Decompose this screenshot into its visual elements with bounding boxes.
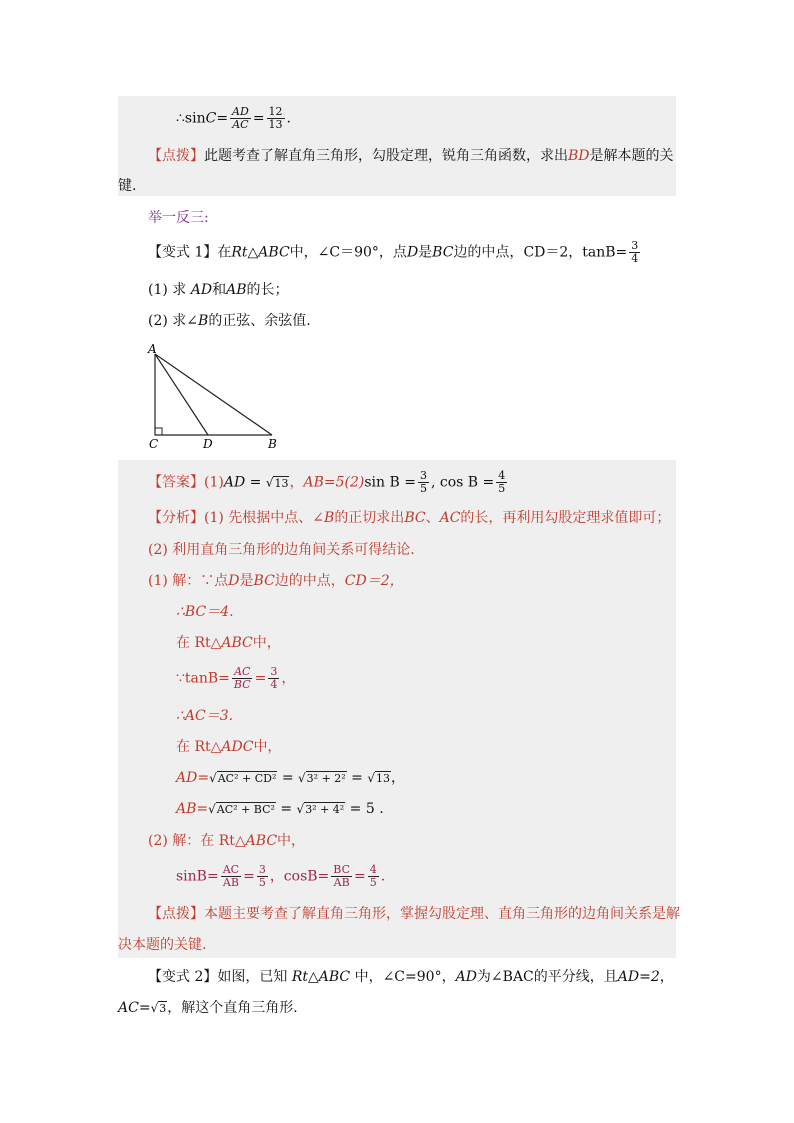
solution-line-1: (1) 解：∵点D是BC边的中点，CD＝2， [148,573,404,589]
fraction-ac-bc: $\frac{AC}{BC}$ [233,665,251,691]
solution-line-3: 在 Rt△ABC中， [176,635,281,651]
label-c: C [149,437,159,450]
solution-line-2: ∴BC＝4. [176,604,234,620]
tip-tag: 【点拨】 [148,148,204,164]
label-b: B [268,437,277,450]
tip-2-line-2: 决本题的关键. [118,937,207,953]
tip-1-line-2: 键. [118,178,137,194]
fraction-3-5-b: $\frac{3}{5}$ [258,863,266,889]
variant-1-question-1: (1) 求 AD和AB的长； [148,282,289,298]
solution-line-6: 在 Rt△ADC中， [176,739,282,755]
fraction-4-5-b: $\frac{4}{5}$ [369,863,377,889]
segment-ad [155,354,208,435]
side-ab [155,354,272,435]
variant-2-line-2: AC=√3，解这个直角三角形. [118,1000,298,1016]
label-a: A [148,342,157,356]
tip-2-line-1: 【点拨】本题主要考查了解直角三角形，掌握勾股定理、直角三角形的边角间关系是解 [148,906,680,922]
variant-1-question-2: (2) 求∠B的正弦、余弦值. [148,313,311,329]
solution-line-8: AB=√AC² + BC² = √3² + 4² = 5 . [176,801,384,817]
top-formula: ∴sinC= $\frac{AD}{AC}$ = $\frac{12}{13}$ . [176,105,291,131]
variant-2-line-1: 【变式 2】如图，已知 Rt△ABC 中，∠C=90°，AD为∠BAC的平分线，且AD=2， [148,969,674,985]
label-d: D [203,437,213,450]
fraction-ad-ac: $\frac{AD}{AC}$ [232,105,249,131]
fraction-ac-ab: $\frac{AC}{AB}$ [222,863,240,889]
variant-1-stem: 【变式 1】在Rt△ABC中，∠C＝90°，点D是BC边的中点，CD＝2，tanB= $\frac{3}{4}$ [148,239,639,265]
solution-line-4: ∵tanB= $\frac{AC}{BC}$ = $\frac{3}{4}$ ， [176,665,296,691]
fraction-bc-ab: $\frac{BC}{AB}$ [333,863,351,889]
tip-1-line-1: 【点拨】此题考查了解直角三角形，勾股定理，锐角三角函数，求出BD是解本题的关 [148,148,674,164]
solution-line-9: (2) 解：在 Rt△ABC中， [148,833,306,849]
solution-line-5: ∴AC＝3. [176,708,234,724]
answer-line: 【答案】(1)AD = √13，AB=5(2)sin B = $\frac{3}{5}$ , cos B = $\frac{4}{5}$ [148,469,506,495]
fraction-12-13: $\frac{12}{13}$ [268,105,283,131]
fraction-3-4: $\frac{3}{4}$ [631,239,639,265]
solution-line-10: sinB= $\frac{AC}{AB}$ = $\frac{3}{5}$ ，cosB= $\frac{BC}{AB}$ = $\frac{4}{5}$ . [176,863,386,889]
analysis-line-2: (2) 利用直角三角形的边角间关系可得结论. [148,542,415,558]
section-heading-juyifansan: 举一反三: [148,210,209,226]
fraction-3-5: $\frac{3}{5}$ [419,469,427,495]
analysis-line-1: 【分析】(1) 先根据中点、∠B的正切求出BC、AC的长，再利用勾股定理求值即可； [148,510,671,526]
fraction-3-4-b: $\frac{3}{4}$ [270,665,278,691]
right-angle-mark [155,428,162,435]
triangle-figure [140,338,290,450]
solution-line-7: AD=√AC² + CD² = √3² + 2² = √13， [176,770,405,786]
fraction-4-5: $\frac{4}{5}$ [498,469,506,495]
